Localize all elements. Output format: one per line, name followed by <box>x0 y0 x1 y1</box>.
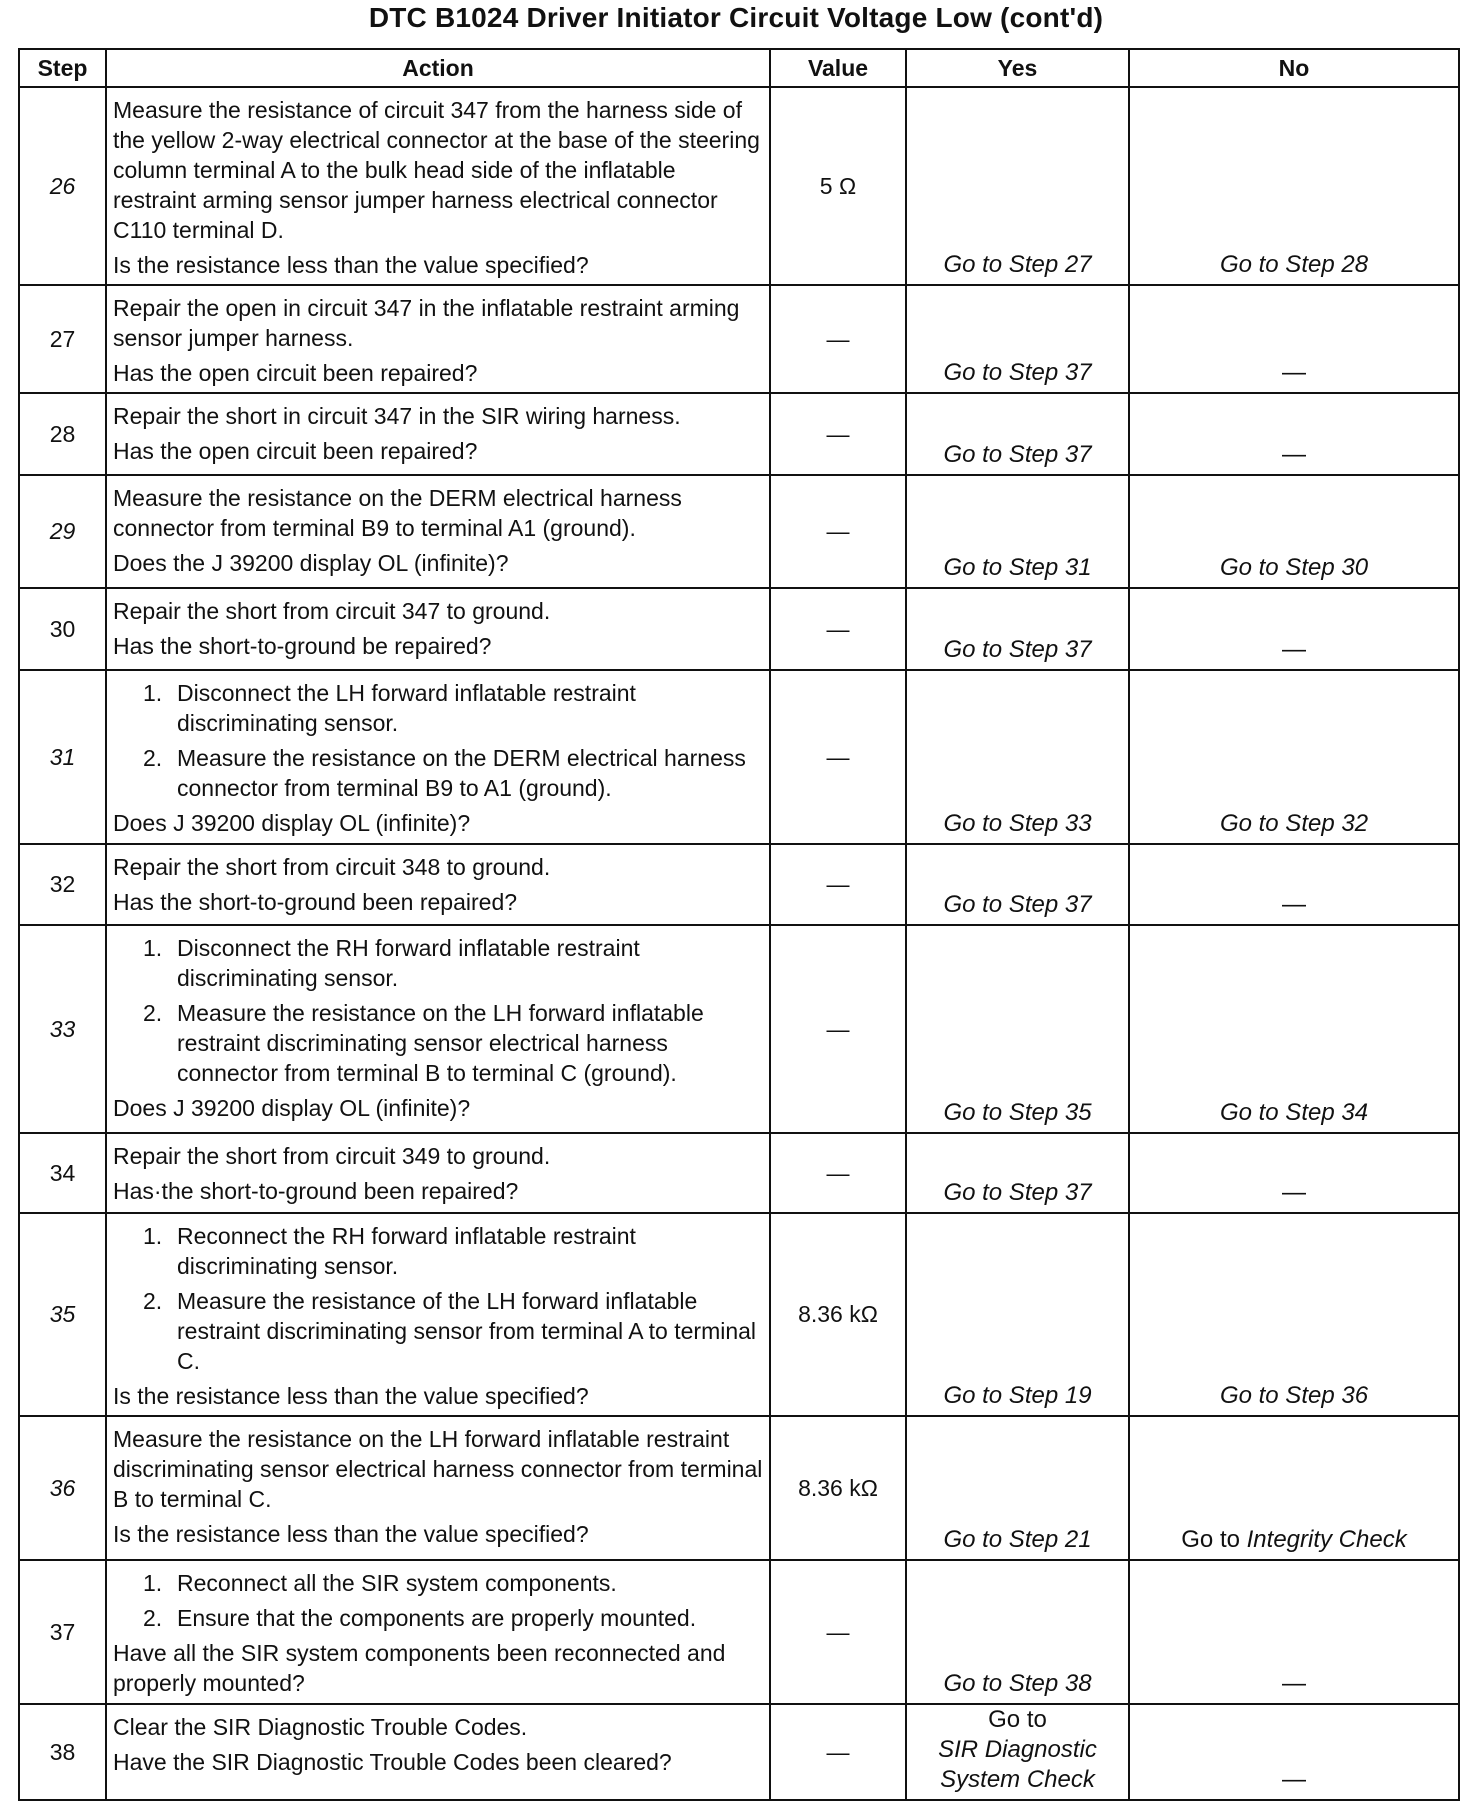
value-cell: — <box>770 844 906 925</box>
action-cell <box>106 844 770 925</box>
no-cell: — <box>1129 1133 1459 1213</box>
integrity-check-link[interactable]: Integrity Check <box>1246 1526 1407 1553</box>
action-cell <box>106 588 770 670</box>
step-number: 33 <box>19 925 106 1133</box>
yes-cell: Go to Step 37 <box>906 1133 1129 1213</box>
no-cell <box>1129 1416 1459 1560</box>
step-number: 34 <box>19 1133 106 1213</box>
sir-diagnostic-system-check-link[interactable]: SIR Diagnostic System Check <box>938 1736 1097 1793</box>
table-row <box>19 1133 1459 1213</box>
action-question: Has the short-to-ground been repaired? <box>113 889 518 915</box>
action-cell <box>106 1560 770 1704</box>
action-cell <box>106 1133 770 1213</box>
value-cell: — <box>770 670 906 844</box>
no-prefix: Go to <box>1181 1526 1240 1553</box>
action-question: Is the resistance less than the value specified? <box>113 1521 589 1547</box>
yes-cell: Go to Step 35 <box>906 925 1129 1133</box>
value-cell: — <box>770 1704 906 1800</box>
table-row <box>19 670 1459 844</box>
no-cell: Go to Step 32 <box>1129 670 1459 844</box>
value-cell: — <box>770 285 906 393</box>
action-cell <box>106 670 770 844</box>
yes-cell: Go to Step 37 <box>906 844 1129 925</box>
table-row <box>19 844 1459 925</box>
no-cell: Go to Step 34 <box>1129 925 1459 1133</box>
no-cell: — <box>1129 285 1459 393</box>
action-text: Repair the short from circuit 347 to ground. <box>113 598 551 624</box>
step-number: 36 <box>19 1416 106 1560</box>
value-cell: — <box>770 1560 906 1704</box>
header-no: No <box>1129 49 1459 87</box>
table-row <box>19 87 1459 285</box>
action-cell <box>106 1704 770 1800</box>
yes-cell: Go to Step 27 <box>906 87 1129 285</box>
yes-cell: Go to Step 31 <box>906 475 1129 588</box>
no-cell: — <box>1129 1560 1459 1704</box>
action-cell <box>106 1213 770 1416</box>
action-cell <box>106 1416 770 1560</box>
no-cell: — <box>1129 588 1459 670</box>
value-cell: — <box>770 1133 906 1213</box>
no-cell: — <box>1129 393 1459 475</box>
numbered-item: 2. Ensure that the components are properly mounted. <box>143 1605 697 1631</box>
action-cell <box>106 393 770 475</box>
yes-cell: Go to Step 21 <box>906 1416 1129 1560</box>
value-cell: — <box>770 925 906 1133</box>
yes-cell: Go to Step 37 <box>906 588 1129 670</box>
yes-cell: Go to Step 37 <box>906 285 1129 393</box>
step-number: 31 <box>19 670 106 844</box>
yes-cell: Go to Step 19 <box>906 1213 1129 1416</box>
header-value: Value <box>770 49 906 87</box>
action-question: Is the resistance less than the value specified? <box>113 252 589 278</box>
action-text: Repair the short from circuit 349 to ground. <box>113 1143 551 1169</box>
yes-cell <box>906 1704 1129 1800</box>
step-number: 28 <box>19 393 106 475</box>
action-question: Does the J 39200 display OL (infinite)? <box>113 550 509 576</box>
action-question: Is the resistance less than the value specified? <box>113 1383 589 1409</box>
table-row <box>19 1560 1459 1704</box>
table-row <box>19 285 1459 393</box>
no-cell: Go to Step 28 <box>1129 87 1459 285</box>
table-row <box>19 588 1459 670</box>
table-row <box>19 925 1459 1133</box>
action-question: Does J 39200 display OL (infinite)? <box>113 1095 471 1121</box>
diagnostic-table <box>18 48 1460 1801</box>
step-number: 29 <box>19 475 106 588</box>
page-title: DTC B1024 Driver Initiator Circuit Voltage Low (cont'd) <box>368 2 1104 33</box>
yes-cell: Go to Step 33 <box>906 670 1129 844</box>
action-question: Have all the SIR system components been reconnected and properly mounted? <box>113 1640 726 1696</box>
action-text: Measure the resistance on the DERM electrical harness connector from terminal B9 to terminal A1 (ground). <box>113 485 682 541</box>
yes-cell: Go to Step 38 <box>906 1560 1129 1704</box>
action-text: Measure the resistance of circuit 347 from the harness side of the yellow 2-way electrical connector at the base of the steering column terminal A to the bulk head side of the inflatable restraint arming sensor jumper harness electrical connector C110 terminal D. <box>113 97 760 243</box>
table-row <box>19 1416 1459 1560</box>
action-text: Repair the short in circuit 347 in the SIR wiring harness. <box>113 403 681 429</box>
action-question: Has the short-to-ground be repaired? <box>113 633 492 659</box>
value-cell: — <box>770 393 906 475</box>
step-number: 37 <box>19 1560 106 1704</box>
yes-cell: Go to Step 37 <box>906 393 1129 475</box>
step-number: 30 <box>19 588 106 670</box>
no-cell: — <box>1129 1704 1459 1800</box>
table-row <box>19 1704 1459 1800</box>
header-yes: Yes <box>906 49 1129 87</box>
step-number: 35 <box>19 1213 106 1416</box>
step-number: 26 <box>19 87 106 285</box>
table-row <box>19 1213 1459 1416</box>
value-cell: — <box>770 588 906 670</box>
numbered-item: 1. Reconnect all the SIR system components. <box>143 1570 617 1596</box>
numbered-item: 1. Reconnect the RH forward inflatable restraint discriminating sensor. <box>143 1223 636 1279</box>
value-cell: — <box>770 475 906 588</box>
no-cell: Go to Step 30 <box>1129 475 1459 588</box>
action-question: Has the open circuit been repaired? <box>113 360 478 386</box>
action-cell <box>106 925 770 1133</box>
no-cell: Go to Step 36 <box>1129 1213 1459 1416</box>
step-number: 27 <box>19 285 106 393</box>
action-text: Clear the SIR Diagnostic Trouble Codes. <box>113 1714 528 1740</box>
action-cell <box>106 87 770 285</box>
step-number: 32 <box>19 844 106 925</box>
action-text: Measure the resistance on the LH forward inflatable restraint discriminating sensor electrical harness connector from terminal B to terminal C. <box>113 1426 763 1512</box>
action-question: Has·the short-to-ground been repaired? <box>113 1178 519 1204</box>
table-header-row <box>19 49 1459 87</box>
numbered-item: 2. Measure the resistance on the LH forward inflatable restraint discriminating sensor electrical harness connector from terminal B to terminal C (ground). <box>143 1000 704 1086</box>
numbered-item: 2. Measure the resistance on the DERM electrical harness connector from terminal B9 to A1 (ground). <box>143 745 746 801</box>
action-text: Repair the open in circuit 347 in the inflatable restraint arming sensor jumper harness. <box>113 295 740 351</box>
yes-prefix: Go to <box>988 1706 1047 1733</box>
step-number: 38 <box>19 1704 106 1800</box>
value-cell: 8.36 kΩ <box>770 1213 906 1416</box>
header-action: Action <box>106 49 770 87</box>
numbered-item: 1. Disconnect the LH forward inflatable restraint discriminating sensor. <box>143 680 636 736</box>
table-row <box>19 393 1459 475</box>
action-question: Does J 39200 display OL (infinite)? <box>113 810 471 836</box>
numbered-item: 1. Disconnect the RH forward inflatable restraint discriminating sensor. <box>143 935 640 991</box>
no-cell: — <box>1129 844 1459 925</box>
action-cell <box>106 285 770 393</box>
value-cell: 5 Ω <box>770 87 906 285</box>
action-question: Have the SIR Diagnostic Trouble Codes been cleared? <box>113 1749 672 1775</box>
action-cell <box>106 475 770 588</box>
action-text: Repair the short from circuit 348 to ground. <box>113 854 551 880</box>
numbered-item: 2. Measure the resistance of the LH forward inflatable restraint discriminating sensor from terminal A to terminal C. <box>143 1288 757 1374</box>
value-cell: 8.36 kΩ <box>770 1416 906 1560</box>
table-row <box>19 475 1459 588</box>
action-question: Has the open circuit been repaired? <box>113 438 478 464</box>
header-step: Step <box>19 49 106 87</box>
